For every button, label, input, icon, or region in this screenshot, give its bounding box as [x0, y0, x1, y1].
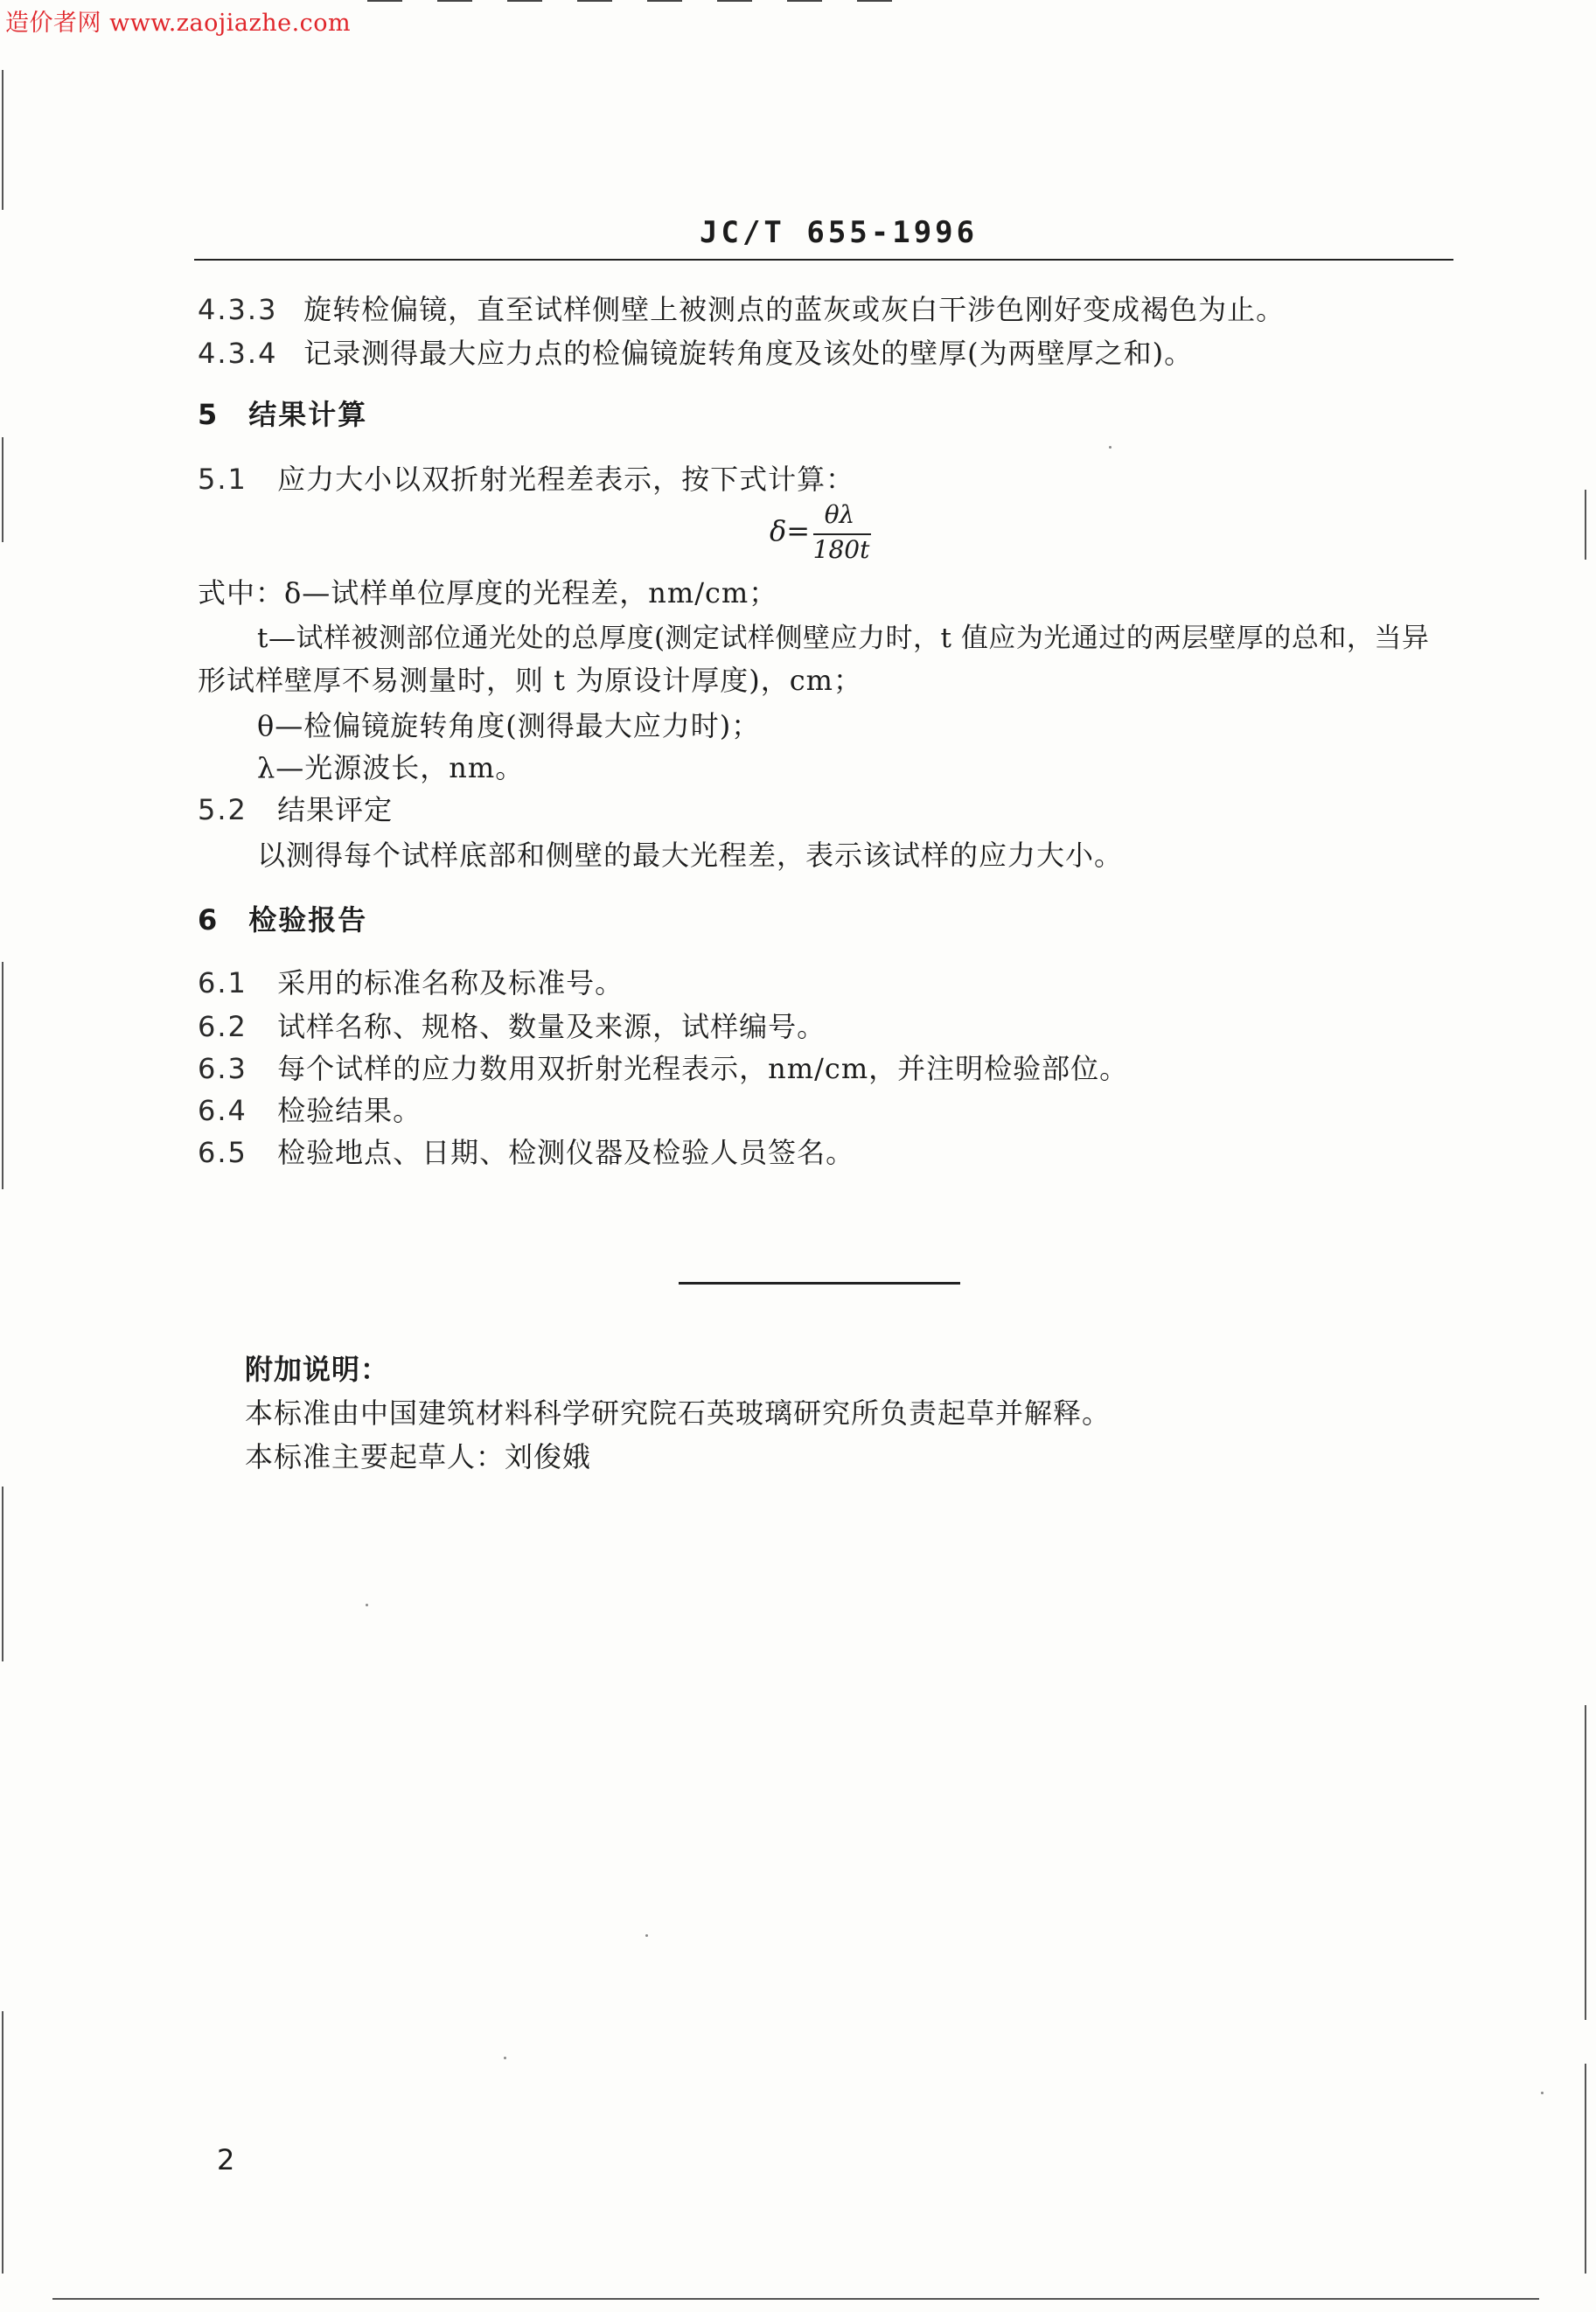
- formula-numerator: θλ: [824, 500, 855, 529]
- scan-bottom-rule: [52, 2298, 1539, 2300]
- clause-text: 每个试样的应力数用双折射光程表示，nm/cm，并注明检验部位。: [277, 1052, 1129, 1085]
- where-t-line2: 形试样壁厚不易测量时，则 t 为原设计厚度)，cm；: [198, 664, 862, 697]
- scan-speck: [1541, 2092, 1544, 2094]
- where-t-line1: t—试样被测部位通光处的总厚度(测定试样侧壁应力时，t 值应为光通过的两层壁厚的总和，当异: [257, 623, 1430, 654]
- clause-text: 结果评定: [277, 793, 394, 826]
- list-item: [198, 1135, 854, 1170]
- clause-number: 4.3.4: [198, 337, 278, 370]
- header-rule: [194, 259, 1453, 261]
- scan-speck: [645, 1934, 648, 1937]
- appendix-line-2: 本标准主要起草人：刘俊娥: [245, 1440, 592, 1473]
- clause-number: 5.2: [198, 793, 247, 826]
- where-lambda: λ—光源波长，nm。: [257, 751, 525, 784]
- clause-number: 6.1: [198, 966, 247, 999]
- clause-number: 6.5: [198, 1136, 247, 1169]
- watermark: 造价者网 www.zaojiazhe.com: [5, 10, 352, 37]
- clause-number: 6.4: [198, 1094, 247, 1127]
- clause-text: 检验地点、日期、检测仪器及检验人员签名。: [277, 1136, 855, 1169]
- clause-text: 旋转检偏镜，直至试样侧壁上被测点的蓝灰或灰白干涉色刚好变成褐色为止。: [303, 293, 1286, 326]
- clause-number: 4.3.3: [198, 293, 278, 326]
- page-number: 2: [217, 2143, 236, 2176]
- clause-text: 检验结果。: [277, 1094, 422, 1127]
- scan-speck: [366, 1604, 368, 1606]
- where-delta: 式中：δ—试样单位厚度的光程差，nm/cm；: [198, 576, 778, 609]
- where-theta: θ—检偏镜旋转角度(测得最大应力时)；: [257, 709, 761, 742]
- clause-5-1: [198, 462, 854, 497]
- formula-lhs: δ=: [770, 514, 811, 547]
- appendix-title: 附加说明：: [245, 1353, 390, 1386]
- end-of-text-rule: [679, 1282, 960, 1285]
- clause-4-3-3: [198, 292, 1285, 327]
- clause-text: 采用的标准名称及标准号。: [277, 966, 624, 999]
- clause-number: 6.3: [198, 1052, 247, 1085]
- clause-number: 6.2: [198, 1010, 247, 1043]
- clause-5-2: [198, 792, 393, 827]
- section-6-title: 6 检验报告: [198, 903, 368, 937]
- list-item: [198, 1093, 422, 1128]
- clause-5-2-body: 以测得每个试样底部和侧壁的最大光程差，表示该试样的应力大小。: [257, 839, 1124, 872]
- list-item: [198, 1051, 1128, 1086]
- scan-speck: [504, 2057, 506, 2059]
- clause-text: 应力大小以双折射光程差表示，按下式计算：: [277, 463, 855, 496]
- scan-speck: [1109, 446, 1112, 449]
- appendix-line-1: 本标准由中国建筑材料科学研究院石英玻璃研究所负责起草并解释。: [245, 1396, 1112, 1430]
- clause-text: 试样名称、规格、数量及来源，试样编号。: [277, 1010, 826, 1043]
- list-item: [198, 965, 624, 1000]
- list-item: [198, 1009, 826, 1044]
- formula-denominator: 180t: [812, 535, 870, 564]
- section-5-title: 5 结果计算: [198, 398, 368, 431]
- clause-text: 记录测得最大应力点的检偏镜旋转角度及该处的壁厚(为两壁厚之和)。: [303, 337, 1194, 370]
- clause-number: 5.1: [198, 463, 247, 496]
- standard-code: JC/T 655-1996: [700, 215, 979, 250]
- clause-4-3-4: [198, 336, 1193, 371]
